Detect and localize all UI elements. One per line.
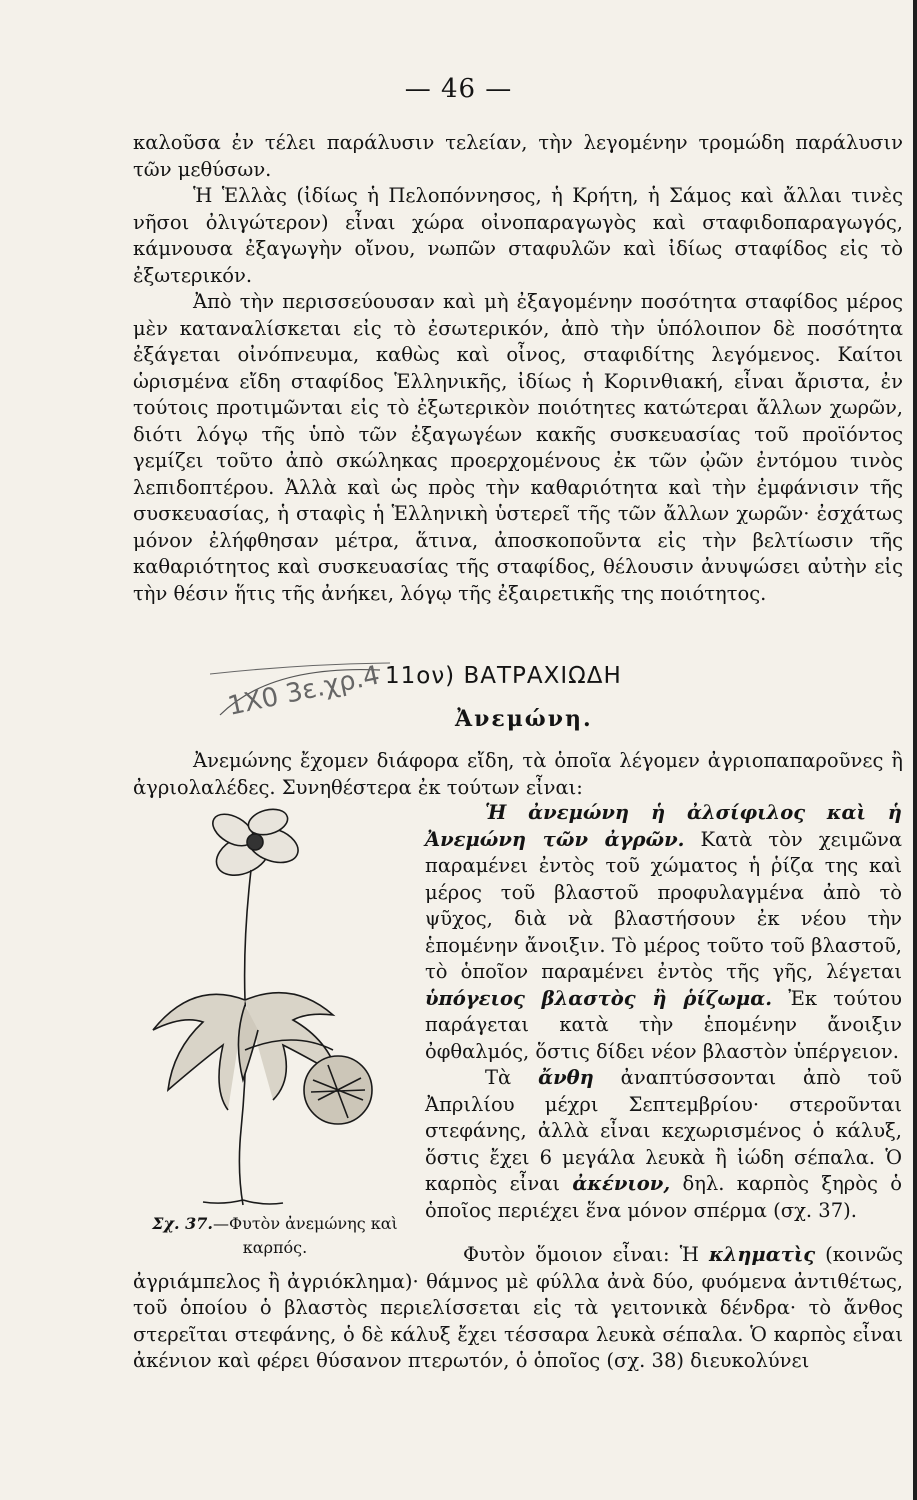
- top-text-block: [133, 130, 903, 607]
- intro-block: [133, 748, 903, 801]
- page-number: — 46 —: [404, 74, 513, 104]
- page-edge: [913, 0, 917, 1500]
- subheading-anemone: Ἀνεμώνη.: [455, 706, 593, 732]
- achene-word: ἀκένιον,: [572, 1172, 671, 1195]
- flowers-prefix: Τὰ: [485, 1066, 512, 1089]
- clematis-word: κληματὶς: [708, 1243, 816, 1266]
- pencil-annotation: [210, 645, 390, 735]
- anemone-paragraph: [425, 800, 902, 1065]
- achene-text: δηλ. καρπὸς ξηρὸς ὁ ὁποῖος περιέχει ἕνα μόνον σπέρμα (σχ. 37).: [425, 1172, 902, 1222]
- right-column: [425, 800, 902, 1224]
- flowers-text: ἀναπτύσσονται ἀπὸ τοῦ Ἀπριλίου μέχρι Σεπτεμβρίου· στεροῦνται στεφάνης, ἀλλὰ εἶναι κεχωρισμένος ὁ κάλυξ, ὅστις ἔχει 6 μεγάλα λευκὰ ἢ ἰώδη σέπαλα. Ὁ καρπὸς εἶναι: [425, 1066, 902, 1195]
- paragraph-1: καλοῦσα ἐν τέλει παράλυσιν τελείαν, τὴν λεγομένην τρομώδη παράλυσιν τῶν μεθύσων.: [133, 131, 903, 181]
- clematis-block: [133, 1242, 903, 1375]
- similar-prefix: Φυτὸν ὅμοιον εἶναι: Ἡ: [463, 1243, 699, 1266]
- anemone-text-1: Κατὰ τὸν χειμῶνα παραμένει ἐντὸς τοῦ χώματος ἡ ῥίζα της καὶ μέρος τοῦ βλαστοῦ προφυλαγμένα ἀπὸ τὸ ψῦχος, διὰ νὰ βλαστήσουν ἐκ νέου τὴν ἑπομένην ἄνοιξιν. Τὸ μέρος τοῦτο τοῦ βλαστοῦ, τὸ ὁποῖον παραμένει ἐντὸς τῆς γῆς, λέγεται: [425, 827, 903, 983]
- flowers-paragraph: [425, 1065, 902, 1224]
- intro-paragraph: Ἀνεμώνης ἔχομεν διάφορα εἴδη, τὰ ὁποῖα λέγομεν ἀγριοπαπαροῦνες ἢ ἀγριολαλέδες. Συνηθέστερα ἐκ τούτων εἶναι:: [133, 749, 903, 799]
- paragraph-3: Ἀπὸ τὴν περισσεύουσαν καὶ μὴ ἐξαγομένην ποσότητα σταφίδος μέρος μὲν καταναλίσκεται εἰς τὸ ἐσωτερικόν, ἀπὸ τὴν ὑπόλοιπον δὲ ποσότητα ἐξάγεται οἰνόπνευμα, καθὼς καὶ οἶνος, σταφιδίτης λεγόμενος. Καίτοι ὡρισμένα εἴδη σταφίδος Ἑλληνικῆς, ἰδίως ἡ Κορινθιακή, εἶναι ἄριστα, ἐν τούτοις προτιμῶνται εἰς τὸ ἐξωτερικὸν ποιότητες κατώτεραι ἄλλων χωρῶν, διότι λόγῳ τῆς ὑπὸ τῶν ἐξαγωγέων κακῆς συσκευασίας τοῦ προϊόντος γεμίζει τοῦτο ἀπὸ σκώληκας προερχομένους ἐκ τῶν ᾠῶν ἐντόμου τινὸς λεπιδοπτέρου. Ἀλλὰ καὶ ὡς πρὸς τὴν καθαριότητα καὶ τὴν ἐμφάνισιν τῆς συσκευασίας, ἡ σταφὶς ἡ Ἑλληνικὴ ὑστερεῖ τῆς τῶν ἄλλων χωρῶν· ἐσχάτως μόνον ἐλήφθησαν μέτρα, ἅτινα, ἀποσκοποῦντα εἰς τὴν βελτίωσιν τῆς καθαριότητος καὶ συσκευασίας τῆς σταφίδος, θέλουσιν ἀνυψώσει αὐτὴν εἰς τὴν θέσιν ἥτις τῆς ἀνήκει, λόγῳ τῆς ἐξαιρετικῆς της ποιότητος.: [133, 290, 903, 605]
- anemone-title: Ἡ ἀνεμώνη ἡ ἀλσίφιλος καὶ ἡ Ἀνεμώνη τῶν ἀγρῶν.: [425, 801, 902, 851]
- section-heading: 11ον) ΒΑΤΡΑΧΙΩΔΗ: [385, 663, 622, 689]
- anemone-illustration: [133, 800, 423, 1210]
- flowers-word: ἄνθη: [538, 1066, 594, 1089]
- clematis-paragraph: [133, 1242, 903, 1375]
- figure-label: Σχ. 37.: [152, 1214, 213, 1233]
- paragraph-2: Ἡ Ἑλλὰς (ἰδίως ἡ Πελοπόννησος, ἡ Κρήτη, ἡ Σάμος καὶ ἄλλαι τινὲς νῆσοι ὀλιγώτερον) εἶναι χώρα οἰνοπαραγωγὸς καὶ σταφιδοπαραγωγός, κάμνουσα ἐξαγωγὴν οἴνου, νωπῶν σταφυλῶν καὶ ἰδίως σταφίδος εἰς τὸ ἐξωτερικόν.: [133, 184, 903, 287]
- anemone-text-2: Ἐκ τούτου παράγεται κατὰ τὴν ἑπομένην ἄνοιξιν ὀφθαλμός, ὅστις δίδει νέον βλαστὸν ὑπέργειον.: [425, 986, 902, 1063]
- rhizome-term: ὑπόγειος βλαστὸς ἢ ῥίζωμα.: [425, 986, 772, 1010]
- clematis-text: (κοινῶς ἀγριάμπελος ἢ ἀγριόκλημα)· θάμνος μὲ φύλλα ἀνὰ δύο, φυόμενα ἀντιθέτως, τοῦ ὁποίου ὁ βλαστὸς περιελίσσεται εἰς τὰ γειτονικὰ δένδρα· τὸ ἄνθος στερεῖται στεφάνης, ὁ δὲ κάλυξ ἔχει τέσσαρα λευκὰ σέπαλα. Ὁ καρπὸς εἶναι ἀκένιον καὶ φέρει θύσανον πτερωτόν, ὁ ὁποῖος (σχ. 38) διευκολύνει: [133, 1243, 903, 1372]
- figure-caption-text: —Φυτὸν ἀνεμώνης καὶ καρπός.: [212, 1214, 398, 1257]
- stamp-text: 1Χ0 3ε.χρ.4: [225, 660, 383, 722]
